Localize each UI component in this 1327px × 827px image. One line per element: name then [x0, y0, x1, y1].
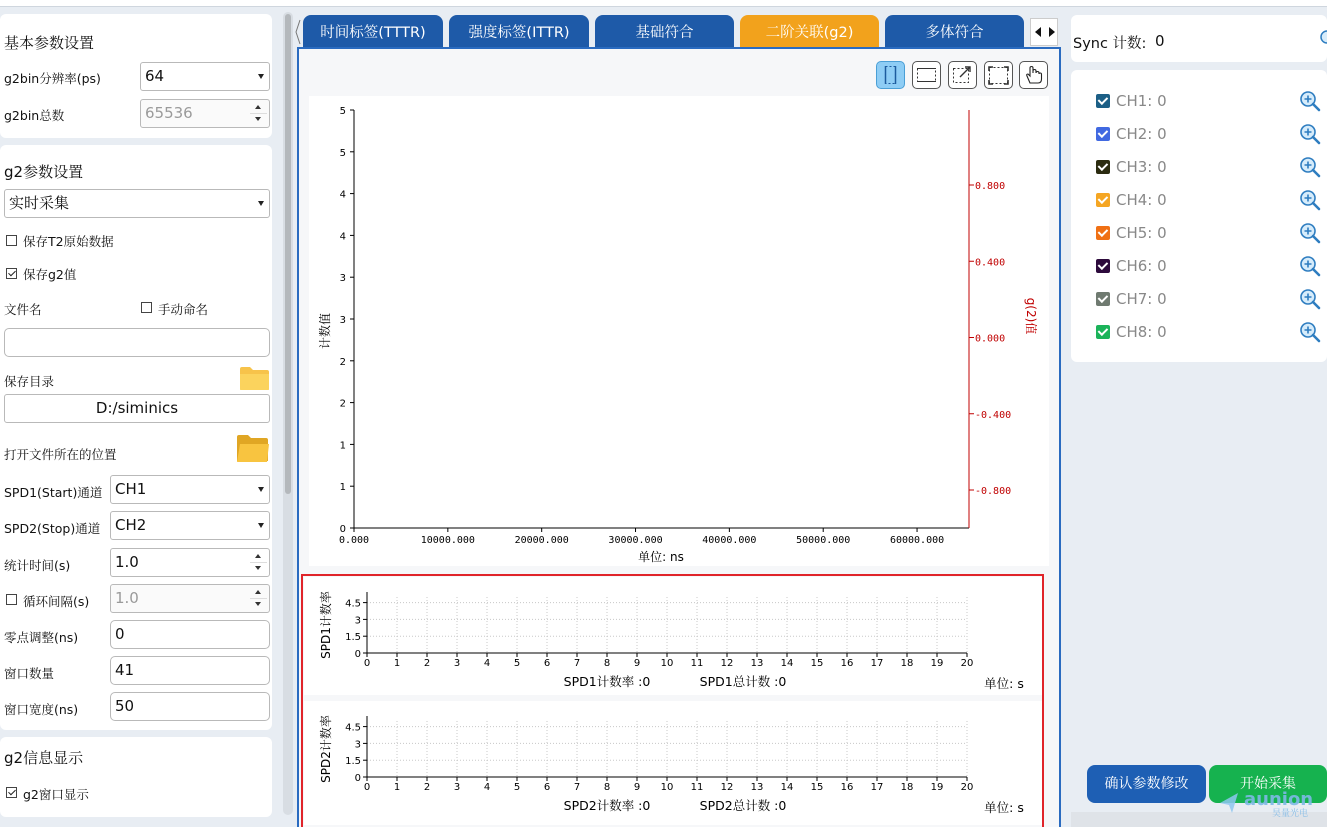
spd2-channel-label: SPD2(Stop)通道	[4, 521, 101, 536]
tab-ittr[interactable]: 强度标签(ITTR)	[449, 15, 589, 48]
spd1-ylabel: SPD1计数率	[319, 591, 333, 659]
g2-x-tick-label: 10000.000	[420, 535, 475, 546]
sync-label: Sync 计数:	[1073, 36, 1147, 52]
spin-down-icon[interactable]	[250, 599, 267, 611]
window-count-input[interactable]	[110, 656, 270, 685]
channel-checkbox[interactable]	[1096, 160, 1110, 174]
rate-x-tick-label: 18	[900, 782, 914, 793]
zoom-in-icon[interactable]	[1299, 255, 1321, 277]
tab-g2[interactable]: 二阶关联(g2)	[740, 15, 879, 48]
tab-multi-coincidence[interactable]: 多体符合	[885, 15, 1024, 48]
basic-params-title: 基本参数设置	[4, 34, 95, 52]
channel-row-7	[1072, 284, 1327, 314]
rate-x-tick-label: 6	[543, 658, 551, 669]
rate-x-tick-label: 8	[603, 658, 611, 669]
g2-y-tick-label: 3	[339, 315, 346, 326]
g2-y-tick-label: 0	[339, 524, 346, 535]
svg-text:aunion: aunion	[1244, 789, 1314, 810]
spin-down-icon[interactable]	[250, 114, 267, 126]
stat-time-label: 统计时间(s)	[4, 558, 71, 573]
rate-x-tick-label: 19	[930, 658, 944, 669]
g2-y-tick-label: 4	[339, 189, 346, 201]
rate-x-tick-label: 5	[513, 658, 521, 669]
g2-y-tick-label: 1	[339, 482, 346, 494]
channel-row-2	[1072, 119, 1327, 149]
rate-x-tick-label: 9	[633, 782, 641, 793]
confirm-params-button[interactable]: 确认参数修改	[1087, 765, 1206, 803]
rate-y-tick-label: 1.5	[345, 756, 361, 768]
g2-params-title: g2参数设置	[4, 163, 84, 181]
g2-x-tick-label: 20000.000	[514, 535, 569, 546]
spin-up-icon[interactable]	[250, 586, 267, 598]
mode-combo[interactable]	[4, 189, 270, 218]
rate-x-tick-label: 1	[393, 658, 401, 669]
channel-row-3	[1072, 152, 1327, 182]
rate-x-tick-label: 12	[720, 782, 734, 793]
rate-x-tick-label: 3	[453, 658, 461, 669]
select-rect-icon[interactable]	[912, 61, 941, 89]
start-acquisition-button[interactable]: 开始采集	[1209, 765, 1327, 803]
channel-row-8	[1072, 317, 1327, 347]
g2-x-tick-label: 0.000	[338, 535, 370, 546]
g2-window-label: g2窗口显示	[23, 787, 89, 802]
rate-x-tick-label: 13	[750, 782, 764, 793]
tab-scroll-buttons	[1030, 18, 1058, 46]
tab-scroll-right-icon[interactable]	[1049, 27, 1055, 37]
g2-y2-tick-label: 0.800	[975, 181, 1006, 192]
rate-x-tick-label: 14	[780, 658, 794, 669]
chevron-down-icon	[258, 523, 264, 528]
g2-ylabel: 计数值	[318, 312, 332, 350]
window-count-label: 窗口数量	[4, 666, 55, 681]
save-dir-button[interactable]: D:/siminics	[4, 394, 270, 423]
spin-up-icon[interactable]	[250, 550, 267, 562]
rate-x-tick-label: 18	[900, 658, 914, 669]
window-width-value: 50	[115, 697, 135, 715]
channel-checkbox[interactable]	[1096, 226, 1110, 240]
bin-res-value: 64	[145, 67, 165, 85]
rate-y-tick-label: 3	[354, 615, 361, 627]
stat-time-spinbox[interactable]	[110, 548, 270, 577]
spd1-unit: 单位: s	[984, 676, 1024, 691]
rate-x-tick-label: 9	[633, 658, 641, 669]
save-t2-label: 保存T2原始数据	[23, 234, 114, 249]
rate-x-tick-label: 14	[780, 782, 794, 793]
channel-checkbox[interactable]	[1096, 292, 1110, 306]
g2-y2-tick-label: 0.000	[975, 333, 1006, 345]
channel-label: CH8: 0	[1116, 323, 1167, 341]
g2-window-checkbox[interactable]	[6, 787, 17, 798]
rate-x-tick-label: 20	[960, 782, 974, 793]
save-t2-checkbox[interactable]	[6, 235, 17, 246]
channel-label: CH7: 0	[1116, 290, 1167, 308]
crop-icon[interactable]	[984, 61, 1013, 89]
manual-name-label: 手动命名	[158, 302, 209, 317]
g2-info-title: g2信息显示	[4, 749, 84, 767]
aunion-logo	[1214, 787, 1327, 819]
rate-x-tick-label: 20	[960, 658, 974, 669]
chevron-down-icon	[258, 74, 264, 79]
open-location-label: 打开文件所在的位置	[4, 447, 117, 462]
zoom-in-icon[interactable]	[1299, 156, 1321, 178]
g2-y2-tick-label: 0.400	[975, 257, 1006, 269]
rate-x-tick-label: 17	[870, 658, 884, 669]
select-x-icon[interactable]	[876, 61, 905, 89]
save-g2-label: 保存g2值	[23, 267, 77, 282]
bin-res-combo[interactable]	[140, 62, 270, 91]
g2-y-tick-label: 5	[339, 147, 346, 159]
rate-x-tick-label: 7	[573, 782, 581, 793]
spd2-rate-chart[interactable]	[304, 701, 1042, 825]
save-dir-label: 保存目录	[4, 374, 55, 389]
g2-chart[interactable]	[309, 96, 1049, 566]
loop-label: 循环间隔(s)	[23, 594, 90, 609]
spd1-total-text: SPD1总计数 :0	[699, 674, 787, 689]
rate-x-tick-label: 2	[423, 782, 431, 793]
open-folder-icon[interactable]	[236, 434, 270, 464]
rate-x-tick-label: 0	[363, 782, 371, 793]
spd1-rate-text: SPD1计数率 :0	[563, 674, 651, 689]
channel-row-5	[1072, 218, 1327, 248]
zoom-extent-icon[interactable]	[948, 61, 977, 89]
channel-row-6	[1072, 251, 1327, 281]
spd1-channel-combo[interactable]	[110, 475, 270, 504]
filename-input[interactable]	[4, 328, 270, 357]
rate-y-tick-label: 0	[354, 773, 361, 784]
rate-x-tick-label: 17	[870, 782, 884, 793]
rate-x-tick-label: 7	[573, 658, 581, 669]
spd2-channel-combo[interactable]	[110, 511, 270, 540]
filename-label: 文件名	[4, 302, 42, 317]
tab-tttr[interactable]: 时间标签(TTTR)	[303, 15, 443, 48]
loop-value: 1.0	[115, 589, 139, 607]
chevron-down-icon	[258, 201, 264, 206]
g2-xlabel: 单位: ns	[638, 550, 684, 564]
rate-x-tick-label: 16	[840, 782, 854, 793]
channel-label: CH3: 0	[1116, 158, 1167, 176]
manual-name-checkbox[interactable]	[141, 302, 152, 313]
loop-spinbox[interactable]	[110, 584, 270, 613]
channel-checkbox[interactable]	[1096, 127, 1110, 141]
stat-time-value: 1.0	[115, 553, 139, 571]
spin-down-icon[interactable]	[250, 563, 267, 575]
rate-x-tick-label: 15	[810, 658, 824, 669]
channel-label: CH5: 0	[1116, 224, 1167, 242]
zoom-in-icon[interactable]	[1299, 189, 1321, 211]
tab-scroll-left-icon[interactable]	[1035, 27, 1041, 37]
rate-x-tick-label: 19	[930, 782, 944, 793]
zoom-in-icon[interactable]	[1299, 288, 1321, 310]
rate-x-tick-label: 13	[750, 658, 764, 669]
channel-checkbox[interactable]	[1096, 193, 1110, 207]
rate-x-tick-label: 0	[363, 658, 371, 669]
zero-adjust-input[interactable]	[110, 620, 270, 649]
rate-x-tick-label: 10	[660, 658, 674, 669]
sync-value: 0	[1155, 32, 1165, 50]
channel-row-1	[1072, 86, 1327, 116]
rate-x-tick-label: 15	[810, 782, 824, 793]
channel-row-4	[1072, 185, 1327, 215]
rate-y-tick-label: 3	[354, 739, 361, 751]
spd1-rate-chart[interactable]	[304, 577, 1042, 697]
spin-up-icon[interactable]	[250, 101, 267, 113]
g2-y2-tick-label: -0.400	[975, 409, 1012, 421]
zoom-in-icon[interactable]	[1299, 123, 1321, 145]
spd2-ylabel: SPD2计数率	[319, 715, 333, 783]
g2-x-tick-label: 30000.000	[608, 535, 663, 546]
rate-x-tick-label: 16	[840, 658, 854, 669]
channel-checkbox[interactable]	[1096, 259, 1110, 273]
spd2-channel-value: CH2	[115, 516, 147, 534]
g2-y2-tick-label: -0.800	[975, 486, 1012, 497]
spd1-channel-value: CH1	[115, 480, 147, 498]
mode-value: 实时采集	[9, 194, 70, 212]
g2-x-tick-label: 60000.000	[889, 535, 945, 546]
window-count-value: 41	[115, 661, 135, 679]
tab-scroll-left-edge	[295, 18, 301, 46]
zoom-in-icon[interactable]	[1299, 90, 1321, 112]
spd2-unit: 单位: s	[984, 800, 1024, 815]
spd2-rate-text: SPD2计数率 :0	[563, 798, 651, 813]
zero-adjust-value: 0	[115, 625, 125, 643]
chevron-down-icon	[258, 487, 264, 492]
rate-x-tick-label: 8	[603, 782, 611, 793]
folder-icon[interactable]	[239, 365, 270, 391]
rate-x-tick-label: 5	[513, 782, 521, 793]
zoom-in-icon[interactable]	[1299, 321, 1321, 343]
rate-x-tick-label: 11	[690, 782, 704, 793]
tab-basic-coincidence[interactable]: 基础符合	[595, 15, 734, 48]
rate-x-tick-label: 10	[660, 782, 674, 793]
bin-total-label: g2bin总数	[4, 108, 65, 123]
title-strip	[0, 0, 1327, 7]
g2-y-tick-label: 2	[339, 398, 346, 410]
bin-total-value: 65536	[145, 104, 193, 122]
left-scrollbar-thumb[interactable]	[285, 14, 291, 494]
sync-zoom-icon[interactable]	[1319, 30, 1327, 46]
rate-y-tick-label: 4.5	[345, 598, 361, 610]
g2-x-tick-label: 50000.000	[796, 535, 851, 546]
save-g2-checkbox[interactable]	[6, 268, 17, 279]
rate-x-tick-label: 12	[720, 658, 734, 669]
g2-x-tick-label: 40000.000	[702, 535, 757, 546]
channel-checkbox[interactable]	[1096, 325, 1110, 339]
rate-x-tick-label: 1	[393, 782, 401, 793]
channel-label: CH4: 0	[1116, 191, 1167, 209]
rate-y-tick-label: 0	[354, 649, 361, 660]
spd2-total-text: SPD2总计数 :0	[699, 798, 787, 813]
loop-checkbox[interactable]	[6, 594, 17, 605]
spd1-channel-label: SPD1(Start)通道	[4, 485, 103, 500]
rate-y-tick-label: 4.5	[345, 722, 361, 734]
g2-y-tick-label: 2	[339, 356, 346, 368]
g2-y-tick-label: 1	[339, 440, 346, 452]
channel-checkbox[interactable]	[1096, 94, 1110, 108]
window-width-input[interactable]	[110, 692, 270, 721]
rate-y-tick-label: 1.5	[345, 632, 361, 644]
rate-x-tick-label: 4	[483, 782, 491, 793]
g2-y2label: g(2)值	[1024, 297, 1038, 335]
hand-icon[interactable]	[1019, 61, 1048, 89]
channel-label: CH6: 0	[1116, 257, 1167, 275]
rate-x-tick-label: 11	[690, 658, 704, 669]
rate-x-tick-label: 3	[453, 782, 461, 793]
rate-x-tick-label: 2	[423, 658, 431, 669]
rate-x-tick-label: 4	[483, 658, 491, 669]
zoom-in-icon[interactable]	[1299, 222, 1321, 244]
window-width-label: 窗口宽度(ns)	[4, 702, 79, 717]
g2-y-tick-label: 5	[339, 106, 346, 117]
g2-y-tick-label: 3	[339, 273, 346, 285]
svg-text:昊量光电: 昊量光电	[1272, 809, 1309, 819]
g2-y-tick-label: 4	[339, 231, 346, 243]
zero-adjust-label: 零点调整(ns)	[4, 630, 79, 645]
rate-x-tick-label: 6	[543, 782, 551, 793]
bin-total-spinbox[interactable]	[140, 99, 270, 128]
bin-res-label: g2bin分辨率(ps)	[4, 71, 101, 86]
channel-label: CH2: 0	[1116, 125, 1167, 143]
channel-label: CH1: 0	[1116, 92, 1167, 110]
